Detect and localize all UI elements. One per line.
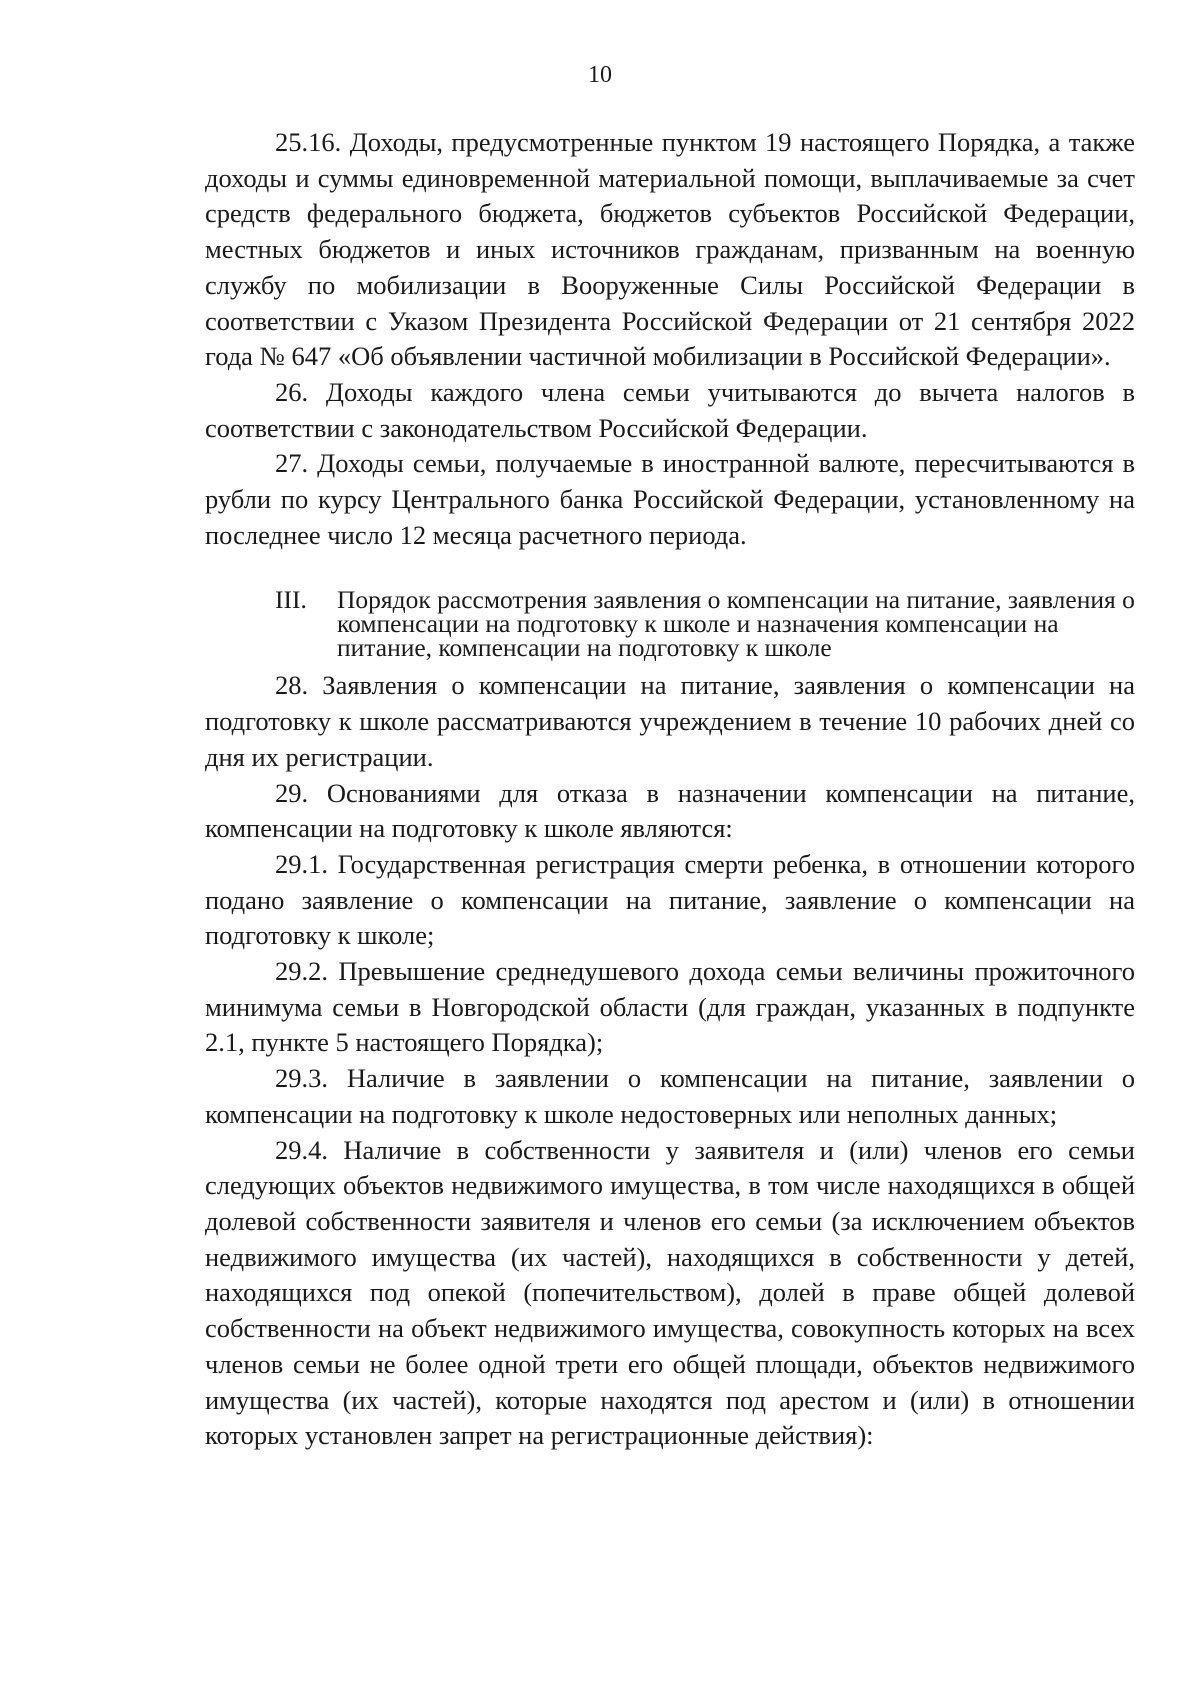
paragraph-29-2: 29.2. Превышение среднедушевого дохода семьи величины прожиточного минимума семьи в Новгородской области (для граждан, указанных в подпункте 2.1, пункте 5 настоящего Порядка); xyxy=(205,956,1135,1058)
paragraph-29-4: 29.4. Наличие в собственности у заявителя и (или) членов его семьи следующих объектов недвижимого имущества, в том числе находящихся в общей долевой собственности заявителя и членов его семьи (за исключением объектов недвижимого имущества (их частей), находящихся в собственности у детей, находящихся под опекой (попечительством), долей в праве общей долевой собственности на объект недвижимого имущества, совокупность которых на всех членов семьи не более одной трети его общей площади, объектов недвижимого имущества (их частей), которые находятся под арестом и (или) в отношении которых установлен запрет на регистрационные действия): xyxy=(205,1134,1135,1451)
section-number: III. xyxy=(275,585,307,615)
section-title: Порядок рассмотрения заявления о компенсации на питание, заявления о компенсации на подготовку к школе и назначения компенсации на питание, компенсации на подготовку к школе xyxy=(337,585,1135,663)
paragraph-26: 26. Доходы каждого члена семьи учитываются до вычета налогов в соответствии с законодательством Российской Федерации. xyxy=(205,376,1135,443)
paragraph-29-1: 29.1. Государственная регистрация смерти ребенка, в отношении которого подано заявление о компенсации на питание, заявление о компенсации на подготовку к школе; xyxy=(205,848,1135,951)
paragraph-27: 27. Доходы семьи, получаемые в иностранной валюте, пересчитываются в рубли по курсу Центрального банка Российской Федерации, установленному на последнее число 12 месяца расчетного периода. xyxy=(205,448,1135,550)
paragraph-29-3: 29.3. Наличие в заявлении о компенсации на питание, заявлении о компенсации на подготовку к школе недостоверных или неполных данных; xyxy=(205,1063,1135,1129)
paragraph-29: 29. Основаниями для отказа в назначении компенсации на питание, компенсации на подготовку к школе являются: xyxy=(205,777,1135,844)
section-heading xyxy=(205,585,1135,663)
paragraph-28: 28. Заявления о компенсации на питание, заявления о компенсации на подготовку к школе рассматриваются учреждением в течение 10 рабочих дней со дня их регистрации. xyxy=(205,670,1135,772)
paragraph-25-16: 25.16. Доходы, предусмотренные пунктом 19 настоящего Порядка, а также доходы и суммы единовременной материальной помощи, выплачиваемые за счет средств федерального бюджета, бюджетов субъектов Российской Федерации, местных бюджетов и иных источников гражданам, призванным на военную службу по мобилизации в Вооруженные Силы Российской Федерации в соответствии с Указом Президента Российской Федерации от 21 сентября 2022 года № 647 «Об объявлении частичной мобилизации в Российской Федерации». xyxy=(205,127,1135,372)
document-body xyxy=(205,125,1135,1454)
page-number: 10 xyxy=(588,62,612,88)
